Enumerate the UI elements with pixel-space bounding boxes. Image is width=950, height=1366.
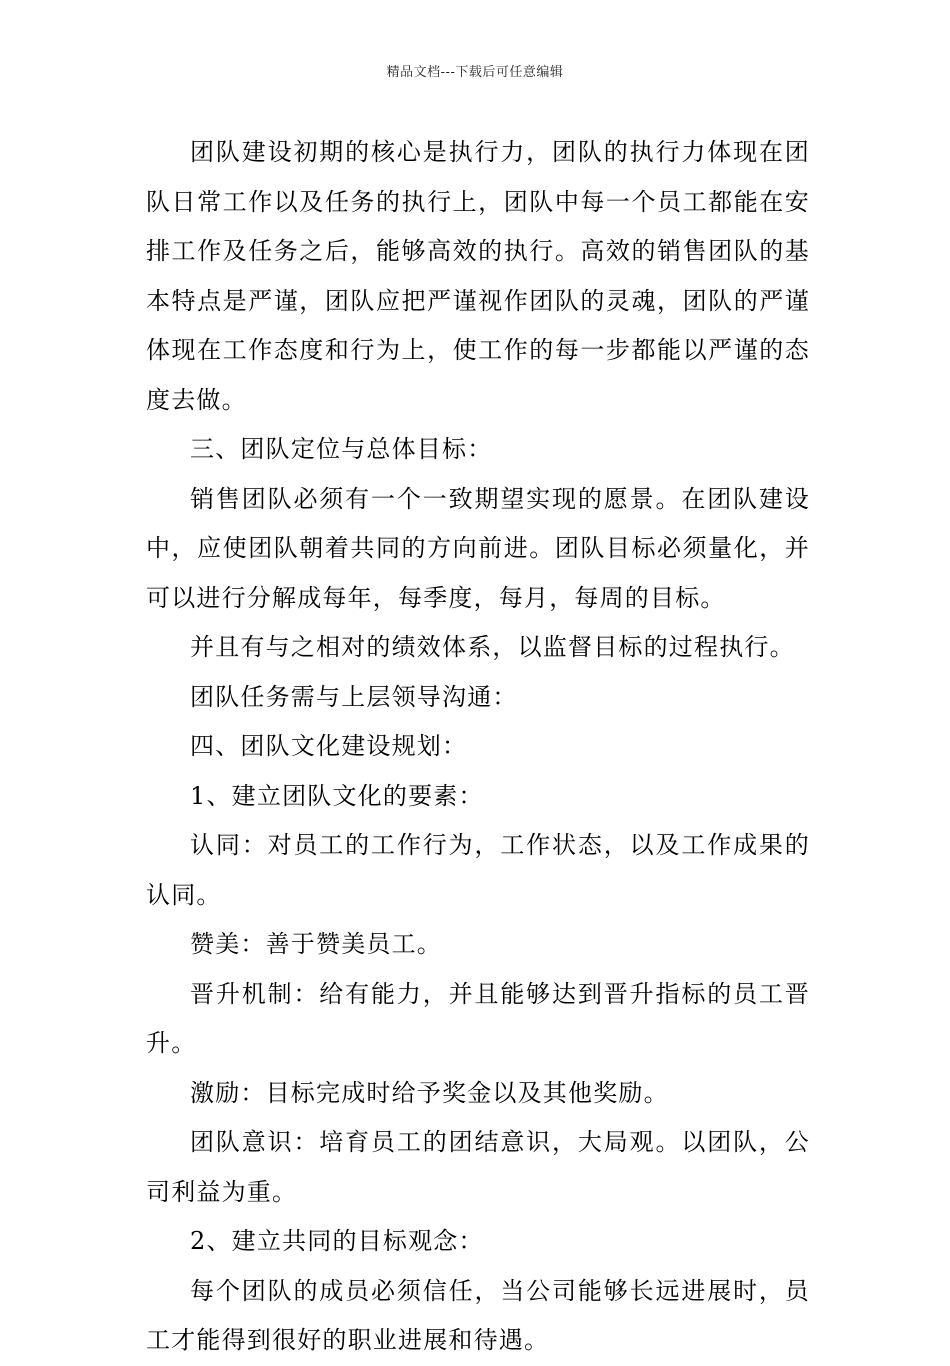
page-header: 精品文档---下载后可任意编辑 <box>386 65 564 80</box>
paragraph-promotion: 晋升机制：给有能力，并且能够达到晋升指标的员工晋升。 <box>146 979 810 1057</box>
paragraph-execution: 团队建设初期的核心是执行力，团队的执行力体现在团队日常工作以及任务的执行上，团队中每一个员工都能在安排工作及任务之后，能够高效的执行。高效的销售团队的基本特点是严谨，团队应把严谨视作团队的灵魂，团队的严谨体现在工作态度和行为上，使工作的每一步都能以严谨的态度去做。 <box>146 138 810 414</box>
paragraph-vision: 销售团队必须有一个一致期望实现的愿景。在团队建设中，应使团队朝着共同的方向前进。团队目标必须量化，并可以进行分解成每年，每季度，每月，每周的目标。 <box>146 484 810 612</box>
paragraph-trust: 每个团队的成员必须信任，当公司能够长远进展时，员工才能得到很好的职业进展和待遇。 <box>146 1276 810 1354</box>
document-body <box>146 128 810 1366</box>
heading-culture-plan: 四、团队文化建设规划： <box>190 732 468 760</box>
paragraph-team-awareness: 团队意识：培育员工的团结意识，大局观。以团队，公司利益为重。 <box>146 1128 810 1206</box>
subheading-culture-elements: 1、建立团队文化的要素： <box>190 781 484 810</box>
paragraph-incentive: 激励：目标完成时给予奖金以及其他奖励。 <box>190 1078 669 1107</box>
paragraph-recognition: 认同：对员工的工作行为，工作状态，以及工作成果的认同。 <box>146 831 810 909</box>
paragraph-praise: 赞美：善于赞美员工。 <box>190 930 442 958</box>
paragraph-leadership-communication: 团队任务需与上层领导沟通： <box>190 682 518 711</box>
heading-team-positioning: 三、团队定位与总体目标： <box>190 435 493 463</box>
paragraph-performance-system: 并且有与之相对的绩效体系，以监督目标的过程执行。 <box>190 633 795 661</box>
subheading-shared-goals: 2、建立共同的目标观念： <box>190 1227 484 1255</box>
